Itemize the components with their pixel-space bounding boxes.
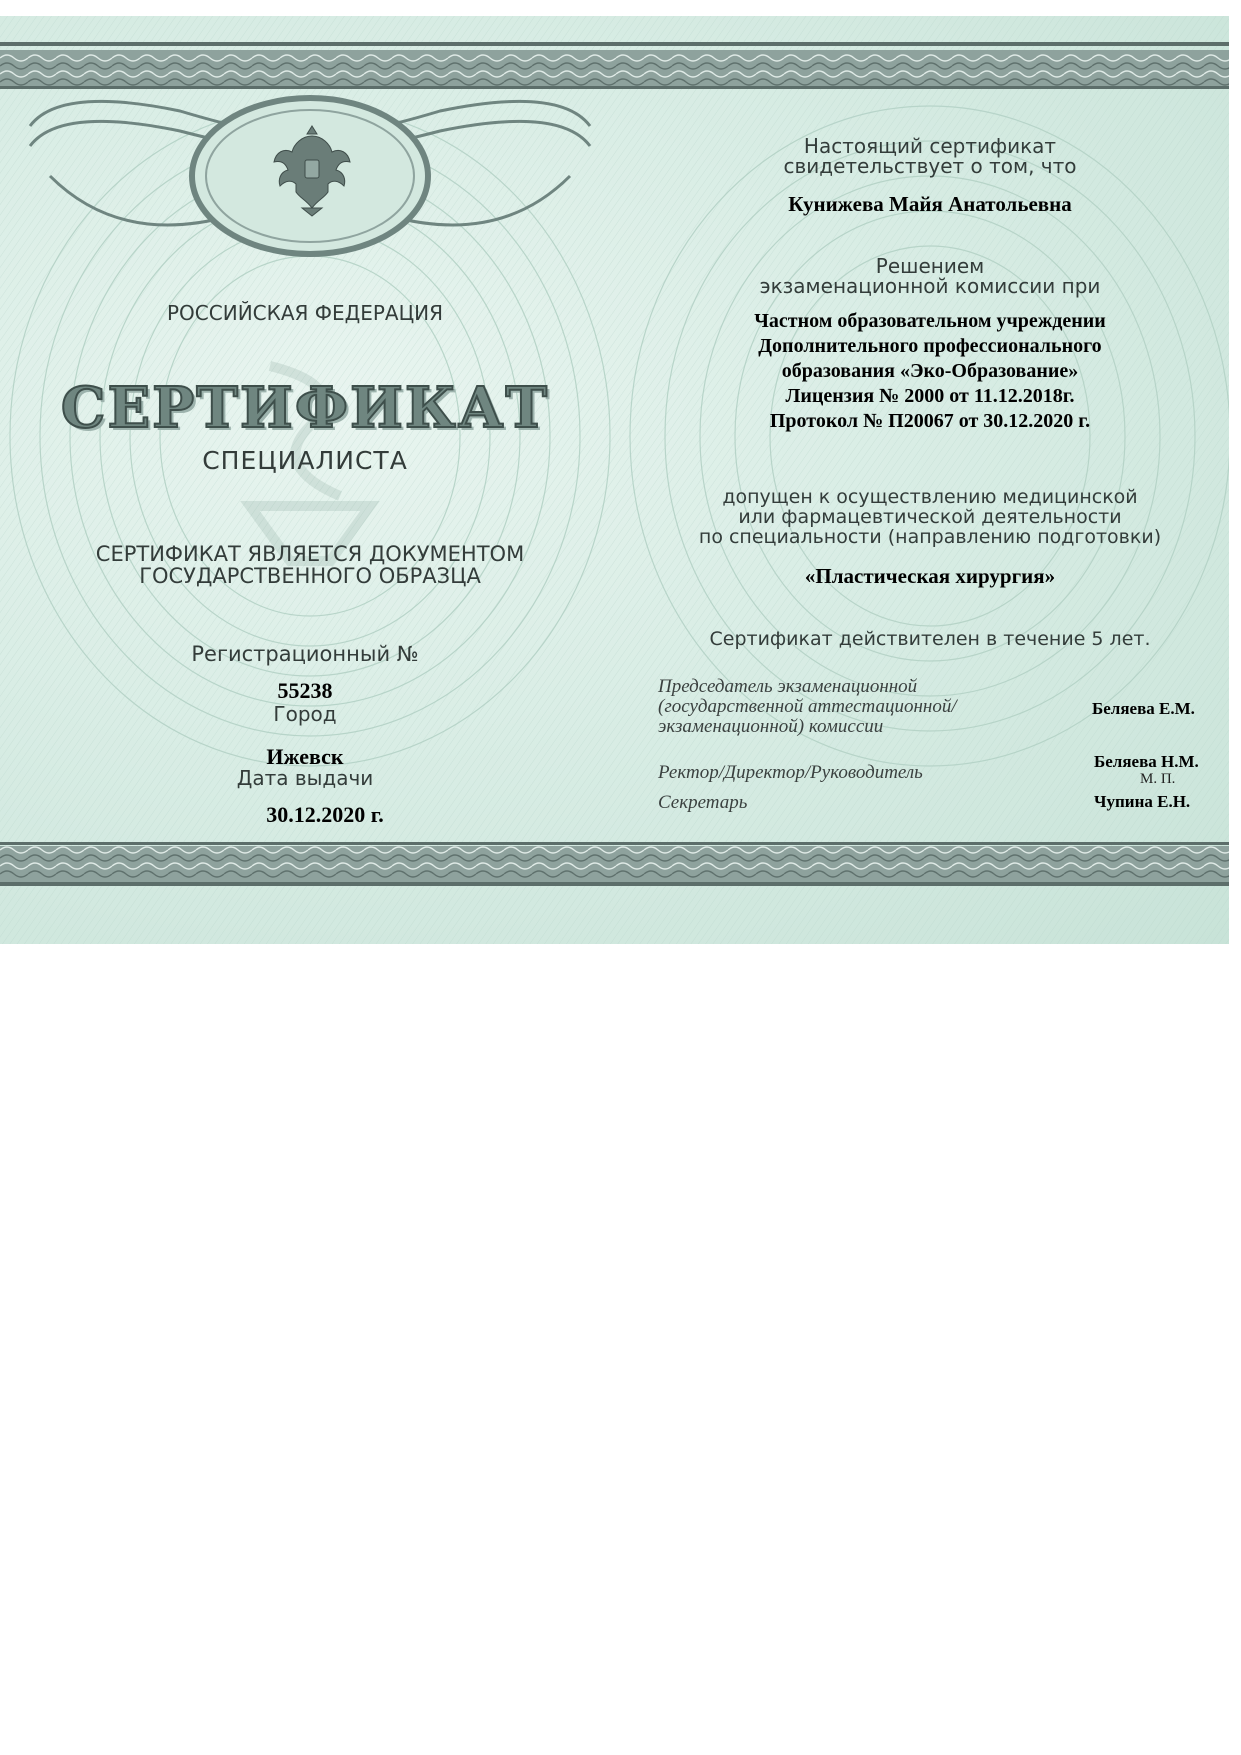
city-value: Ижевск [266,744,344,769]
intro-line-1: Настоящий сертификат [803,134,1057,158]
doc-type-line-2: ГОСУДАРСТВЕННОГО ОБРАЗЦА [139,564,481,588]
intro-line-2: свидетельствует о том, что [783,154,1077,178]
rector-label: Ректор/Директор/Руководитель [658,762,923,783]
org-line-3: образования «Эко-Образование» [781,360,1079,382]
country-name: РОССИЙСКАЯ ФЕДЕРАЦИЯ [167,301,443,325]
chair-label-line-2: (государственной аттестационной/ [658,696,957,717]
org-line-1: Частном образовательном учреждении [754,310,1106,332]
chair-name: Беляева Е.М. [1092,699,1195,718]
certificate-subtitle: СПЕЦИАЛИСТА [202,446,408,475]
issue-date-value: 30.12.2020 г. [266,802,384,827]
issue-date-label: Дата выдачи [236,766,374,790]
coat-of-arms-emblem [272,122,352,218]
validity-statement: Сертификат действителен в течение 5 лет. [709,628,1151,650]
admit-line-1: допущен к осуществлению медицинской [722,486,1138,508]
specialty-name: «Пластическая хирургия» [804,564,1056,588]
doc-type-line-1: СЕРТИФИКАТ ЯВЛЯЕТСЯ ДОКУМЕНТОМ [95,542,525,566]
secretary-name: Чупина Е.Н. [1094,792,1191,811]
admit-line-2: или фармацевтической деятельности [738,506,1122,528]
chair-label-line-1: Председатель экзаменационной [658,676,918,697]
license-line: Лицензия № 2000 от 11.12.2018г. [785,385,1075,407]
holder-name: Кунижева Майя Анатольевна [788,192,1072,216]
secretary-label: Секретарь [658,792,748,813]
reg-number-label: Регистрационный № [191,642,419,666]
rector-name: Беляева Н.М. [1094,752,1199,771]
chair-label-line-3: экзаменационной) комиссии [658,716,884,737]
seal-label: М. П. [1140,771,1176,787]
certificate-title: СЕРТИФИКАТ [60,375,550,441]
city-label: Город [273,702,337,726]
certificate-spread [0,16,1229,944]
org-line-2: Дополнительного профессионального [758,335,1102,357]
decision-line-1: Решением [875,254,985,278]
decision-line-2: экзаменационной комиссии при [759,274,1101,298]
admit-line-3: по специальности (направлению подготовки) [698,526,1162,548]
protocol-line: Протокол № П20067 от 30.12.2020 г. [769,410,1091,432]
reg-number-value: 55238 [277,678,333,703]
